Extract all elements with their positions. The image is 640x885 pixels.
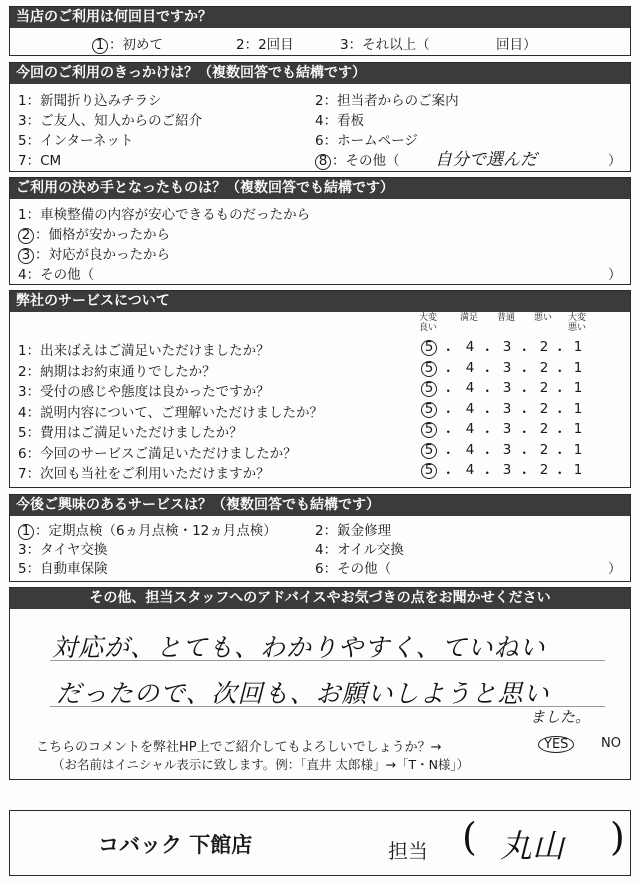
selected-circle: 5: [421, 381, 437, 397]
scale-separator: ・: [441, 425, 455, 441]
scale-separator: ・: [517, 425, 531, 441]
rating-option-4[interactable]: 4: [465, 421, 475, 437]
trigger-item[interactable]: 4：看板: [315, 113, 365, 129]
selected-circle: 8: [315, 154, 331, 170]
rating-question: 3：受付の感じや態度は良かったですか？: [18, 384, 270, 400]
selected-circle: 5: [421, 340, 437, 356]
trigger-item[interactable]: 5：インターネット: [18, 133, 134, 149]
interest-item[interactable]: 5：自動車保険: [18, 561, 108, 577]
service-rating-section: [9, 290, 631, 488]
col-head: 満足: [459, 313, 478, 323]
interest-item-inspection[interactable]: 1 ：定期点検（6ヵ月点検・12ヵ月点検）: [18, 519, 277, 540]
scale-separator: ・: [441, 445, 455, 462]
comment-handwriting-line-2: だったので、次回も、お願いしようと思い: [56, 679, 550, 708]
paren-open: (: [462, 815, 477, 859]
consent-no[interactable]: NO: [601, 736, 621, 751]
selected-circle: 5: [421, 402, 437, 418]
col-head: 悪い: [533, 313, 552, 323]
trigger-item[interactable]: 3：ご友人、知人からのご紹介: [18, 113, 203, 129]
trigger-item[interactable]: 1：新聞折り込みチラシ: [18, 93, 162, 109]
rating-option-3[interactable]: 3: [502, 339, 512, 355]
comment-handwriting-line-1: 対応が、とても、わかりやすく、ていねい: [52, 633, 546, 662]
comment-title: その他、担当スタッフへのアドバイスやお気づきの点をお聞かせください: [10, 588, 630, 609]
store-footer: [9, 810, 631, 876]
initials-note: （お名前はイニシャル表示に致します。例：「直井 太郎様」→「T・N様」）: [52, 757, 470, 772]
rating-option-1[interactable]: 1: [573, 462, 583, 478]
scale-separator: ・: [480, 466, 494, 482]
rating-question: 2：納期はお約束通りでしたか？: [18, 363, 216, 380]
scale-separator: ・: [480, 363, 494, 380]
interest-item-other[interactable]: 6：その他（: [315, 561, 392, 577]
trigger-item[interactable]: 7：CM: [18, 153, 62, 169]
close-paren: ）: [608, 561, 622, 577]
paren-close: ): [610, 815, 625, 859]
interest-section: [9, 494, 631, 582]
scale-separator: ・: [517, 466, 531, 482]
rating-option-3[interactable]: 3: [502, 441, 512, 458]
scale-separator: ・: [553, 445, 567, 462]
scale-separator: ・: [517, 384, 531, 400]
trigger-item-other[interactable]: 8 ：その他（: [315, 149, 400, 170]
rating-option-3[interactable]: 3: [502, 359, 512, 376]
rating-option-5[interactable]: [421, 421, 437, 438]
scale-separator: ・: [517, 343, 531, 359]
rating-option-2[interactable]: 2: [539, 359, 549, 376]
rating-question: 7：次回も当社をご利用いただけますか？: [18, 466, 270, 482]
close-paren: ）: [608, 153, 622, 169]
factor-item-service[interactable]: 3 ：対応が良かったから: [18, 243, 170, 264]
rating-option-5[interactable]: [421, 360, 437, 377]
factor-item-price[interactable]: 2 ：価格が安かったから: [18, 223, 170, 244]
scale-separator: ・: [553, 343, 567, 359]
rating-option-5[interactable]: [421, 401, 437, 418]
staff-name-handwriting: 丸山: [500, 827, 565, 865]
visit-count-title: 当店のご利用は何回目ですか？: [10, 7, 630, 28]
trigger-item[interactable]: 2：担当者からのご案内: [315, 93, 459, 109]
rating-option-3[interactable]: 3: [502, 421, 512, 437]
rating-question: 6：今回のサービスご満足いただけましたか？: [18, 445, 297, 462]
scale-separator: ・: [441, 384, 455, 400]
visit-option-1[interactable]: 1 ：初めて: [92, 33, 163, 54]
scale-separator: ・: [480, 425, 494, 441]
rating-question: 4：説明内容について、ご理解いただけましたか？: [18, 404, 324, 421]
rating-option-4[interactable]: 4: [465, 462, 475, 478]
selected-circle: 5: [421, 361, 437, 377]
col-head: 大変良い: [418, 313, 437, 333]
close-paren: ）: [608, 267, 622, 283]
rating-option-3[interactable]: 3: [502, 462, 512, 478]
staff-label: 担当: [388, 839, 428, 863]
comment-handwriting-line-3: ました。: [530, 708, 591, 726]
rating-question: 1：出来ばえはご満足いただけましたか？: [18, 343, 270, 359]
rating-option-2[interactable]: 2: [539, 380, 549, 396]
scale-separator: ・: [517, 363, 531, 380]
scale-separator: ・: [517, 445, 531, 462]
selected-circle: 2: [18, 228, 34, 244]
rating-option-4[interactable]: 4: [465, 441, 475, 458]
consent-yes[interactable]: YES: [538, 736, 574, 753]
rating-option-1[interactable]: 1: [573, 359, 583, 376]
interest-title: 今後ご興味のあるサービスは？（複数回答でも結構です）: [10, 495, 630, 516]
trigger-item[interactable]: 6：ホームページ: [315, 133, 418, 149]
scale-separator: ・: [480, 343, 494, 359]
factor-item[interactable]: 1：車検整備の内容が安心できるものだったから: [18, 207, 311, 223]
trigger-other-handwriting: 自分で選んだ: [435, 150, 537, 170]
visit-option-3-suffix: 回目）: [496, 37, 537, 53]
rating-option-5[interactable]: [421, 339, 437, 356]
visit-option-3[interactable]: 3：それ以上（: [340, 37, 430, 53]
rating-question: 5：費用はご満足いただけましたか？: [18, 425, 243, 441]
scale-separator: ・: [441, 363, 455, 380]
visit-count-section: [9, 6, 631, 56]
rating-option-1[interactable]: 1: [573, 441, 583, 458]
visit-option-2[interactable]: 2：2回目: [236, 37, 294, 53]
scale-separator: ・: [480, 445, 494, 462]
rating-option-2[interactable]: 2: [539, 400, 549, 417]
scale-separator: ・: [441, 343, 455, 359]
selected-circle: 5: [421, 463, 437, 479]
rating-option-5[interactable]: [421, 380, 437, 397]
comment-section: [9, 587, 631, 780]
rating-option-1[interactable]: 1: [573, 400, 583, 417]
rating-option-1[interactable]: 1: [573, 339, 583, 355]
rating-option-5[interactable]: [421, 442, 437, 459]
scale-separator: ・: [480, 384, 494, 400]
scale-separator: ・: [480, 404, 494, 421]
scale-separator: ・: [517, 404, 531, 421]
selected-circle: 1: [92, 38, 108, 54]
rating-option-4[interactable]: 4: [465, 359, 475, 376]
rating-option-4[interactable]: 4: [465, 339, 475, 355]
rating-option-1[interactable]: 1: [573, 421, 583, 437]
store-name: コバック 下館店: [98, 833, 253, 857]
rating-option-2[interactable]: 2: [539, 421, 549, 437]
rating-option-1[interactable]: 1: [573, 380, 583, 396]
selected-circle: 3: [18, 248, 34, 264]
rating-option-3[interactable]: 3: [502, 400, 512, 417]
deciding-factor-title: ご利用の決め手となったものは？（複数回答でも結構です）: [10, 178, 630, 199]
selected-circle: 5: [421, 443, 437, 459]
scale-separator: ・: [553, 404, 567, 421]
rating-option-5[interactable]: [421, 462, 437, 479]
scale-separator: ・: [441, 404, 455, 421]
interest-item[interactable]: 3：タイヤ交換: [18, 542, 108, 558]
hp-consent-question: こちらのコメントを弊社HP上でご紹介してもよろしいでしょうか？→: [36, 740, 442, 755]
rating-option-2[interactable]: 2: [539, 339, 549, 355]
scale-separator: ・: [553, 363, 567, 380]
trigger-section: [9, 62, 631, 172]
scale-separator: ・: [441, 466, 455, 482]
service-rating-title: 弊社のサービスについて: [10, 291, 630, 312]
rating-option-2[interactable]: 2: [539, 462, 549, 478]
selected-circle: 5: [421, 422, 437, 438]
factor-item-other[interactable]: 4：その他（: [18, 267, 95, 283]
rating-option-4[interactable]: 4: [465, 380, 475, 396]
scale-separator: ・: [553, 384, 567, 400]
col-head: 大変悪い: [567, 313, 586, 333]
rating-option-4[interactable]: 4: [465, 400, 475, 417]
rating-option-2[interactable]: 2: [539, 441, 549, 458]
interest-item[interactable]: 4：オイル交換: [315, 542, 404, 558]
selected-circle: 1: [18, 524, 34, 540]
trigger-title: 今回のご利用のきっかけは？（複数回答でも結構です）: [10, 63, 630, 84]
deciding-factor-section: [9, 177, 631, 285]
scale-separator: ・: [553, 425, 567, 441]
col-head: 普通: [496, 313, 515, 323]
rating-option-3[interactable]: 3: [502, 380, 512, 396]
scale-separator: ・: [553, 466, 567, 482]
interest-item[interactable]: 2：鈑金修理: [315, 523, 392, 539]
